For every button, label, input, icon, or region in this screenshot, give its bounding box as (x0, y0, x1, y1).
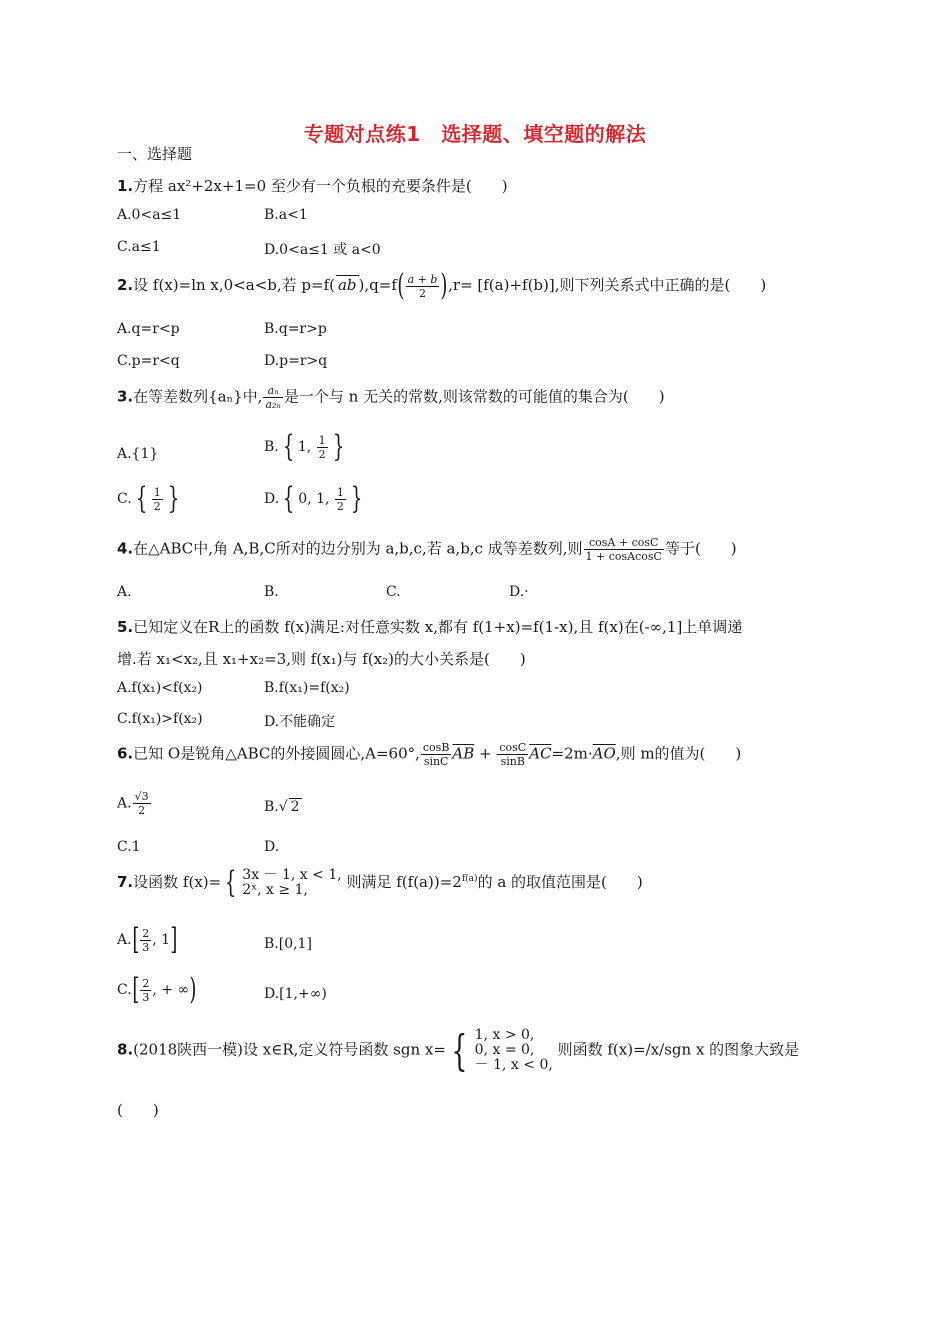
question-number: 8. (117, 1040, 134, 1059)
option-c: C.f(x₁)>f(x₂) (117, 711, 203, 727)
option-c: C. { $\frac{1}{2}$ } (117, 481, 180, 516)
question-text: 方程 ax²+2x+1=0 至少有一个负根的充要条件是( ) (133, 177, 508, 195)
section-heading: 一、选择题 (117, 145, 193, 163)
piecewise-cases: 3x － 1, x < 1, 2ˣ, x ≥ 1, (242, 867, 342, 898)
fraction: $\frac{a + b}{2}$ (407, 272, 438, 300)
question-number: 5. (117, 618, 134, 636)
option-b: B.q=r>p (264, 321, 327, 337)
option-a: A.q=r<p (117, 321, 180, 337)
option-b: B.√ 2 (264, 799, 300, 815)
answer-paren: ( ) (117, 1101, 159, 1119)
option-a: A. $\frac{√3}{2}$ (117, 790, 149, 817)
option-d: D. { 0, 1, $\frac{1}{2}$ } (264, 481, 363, 516)
question-number: 7. (117, 873, 134, 891)
option-b: B. (264, 584, 279, 600)
option-c: C. (386, 584, 401, 600)
question-3: 3.在等差数列{aₙ}中, $\frac{\text{aₙ}}{\text{a₂ₙ}}$ 是一个与 n 无关的常数,则该常数的可能值的集合为( ) (117, 384, 665, 411)
question-4: 4.在△ABC中,角 A,B,C所对的边分别为 a,b,c,若 a,b,c 成等差数列,则 $\frac{\cos A + \cos C}{\text{1 + cosAcosC}}$ 等于( ) (117, 536, 737, 563)
option-b: B. { 1, $\frac{1}{2}$ } (264, 429, 344, 464)
option-c: C.1 (117, 839, 141, 855)
question-5: 5.已知定义在R上的函数 f(x)满足:对任意实数 x,都有 f(1+x)=f(1-x),且 f(x)在(-∞,1]上单调递 (117, 618, 743, 636)
option-d: D.[1,+∞) (264, 986, 327, 1002)
option-a: A.f(x₁)<f(x₂) (117, 680, 203, 696)
fraction: $\frac{\cos A + \cos C}{\text{1 + cosAcosC}}$ (585, 536, 662, 563)
question-8: 8.(2018陕西一模)设 x∈R,定义符号函数 sgn x= { 1, x > 0, 0, x = 0, － 1, x < 0, 则函数 f(x)=/x/sgn x 的图象大致是 (117, 1025, 800, 1075)
question-number: 3. (117, 387, 134, 406)
option-c: C.p=r<q (117, 353, 180, 369)
question-5-line-2: 增.若 x₁<x₂,且 x₁+x₂=3,则 f(x₁)与 f(x₂)的大小关系是( ) (117, 650, 526, 668)
option-d: D.· (509, 584, 529, 600)
option-d: D. (264, 839, 280, 855)
question-number: 6. (117, 744, 134, 763)
page-title: 专题对点练1 选择题、填空题的解法 (303, 122, 647, 146)
option-d: D.p=r>q (264, 353, 328, 369)
option-c: C.[ $\frac{2}{3}$ , + ∞) (117, 972, 197, 1007)
option-d: D.不能确定 (264, 714, 336, 730)
option-a: A.{1} (117, 446, 159, 462)
option-a: A. (117, 584, 132, 600)
option-b: B.[0,1] (264, 936, 312, 952)
fraction: $\frac{\text{aₙ}}{\text{a₂ₙ}}$ (265, 384, 281, 411)
option-b: B.f(x₁)=f(x₂) (264, 680, 350, 696)
option-a: A.0<a≤1 (117, 207, 182, 223)
question-1 (117, 175, 508, 196)
question-6: 6.已知 O是锐角△ABC的外接圆圆心,A=60°, $\frac{\cos B}{\sin C}$ $\overline{AB}$ + $\frac{\cos C}{\sin B}$ $\overline{AC}=2m\cdot\overline{AO}$,则 m的值为( ) (117, 741, 742, 768)
option-d: D.0<a≤1 或 a<0 (264, 242, 381, 258)
question-number: 4. (117, 539, 134, 558)
option-a: A.[ $\frac{2}{3}$ , 1] (117, 922, 178, 957)
question-2: 2.设 f(x)=ln x,0<a<b,若 p=f( ab ),q=f( $\frac{a + b}{2}$ ),r= [f(a)+f(b)],则下列关系式中正确的是( ) (117, 268, 767, 303)
option-c: C.a≤1 (117, 239, 161, 255)
option-b: B.a<1 (264, 207, 308, 223)
piecewise-cases: 1, x > 0, 0, x = 0, － 1, x < 0, (474, 1027, 553, 1073)
question-number: 1. (117, 177, 134, 195)
sqrt-ab: ab (337, 276, 357, 294)
question-number: 2. (117, 276, 134, 294)
question-7: 7.设函数 f(x)= { 3x － 1, x < 1, 2ˣ, x ≥ 1, 则满足 $f(f(a))=2^{f(a)}$的 a 的取值范围是( ) (117, 865, 643, 900)
